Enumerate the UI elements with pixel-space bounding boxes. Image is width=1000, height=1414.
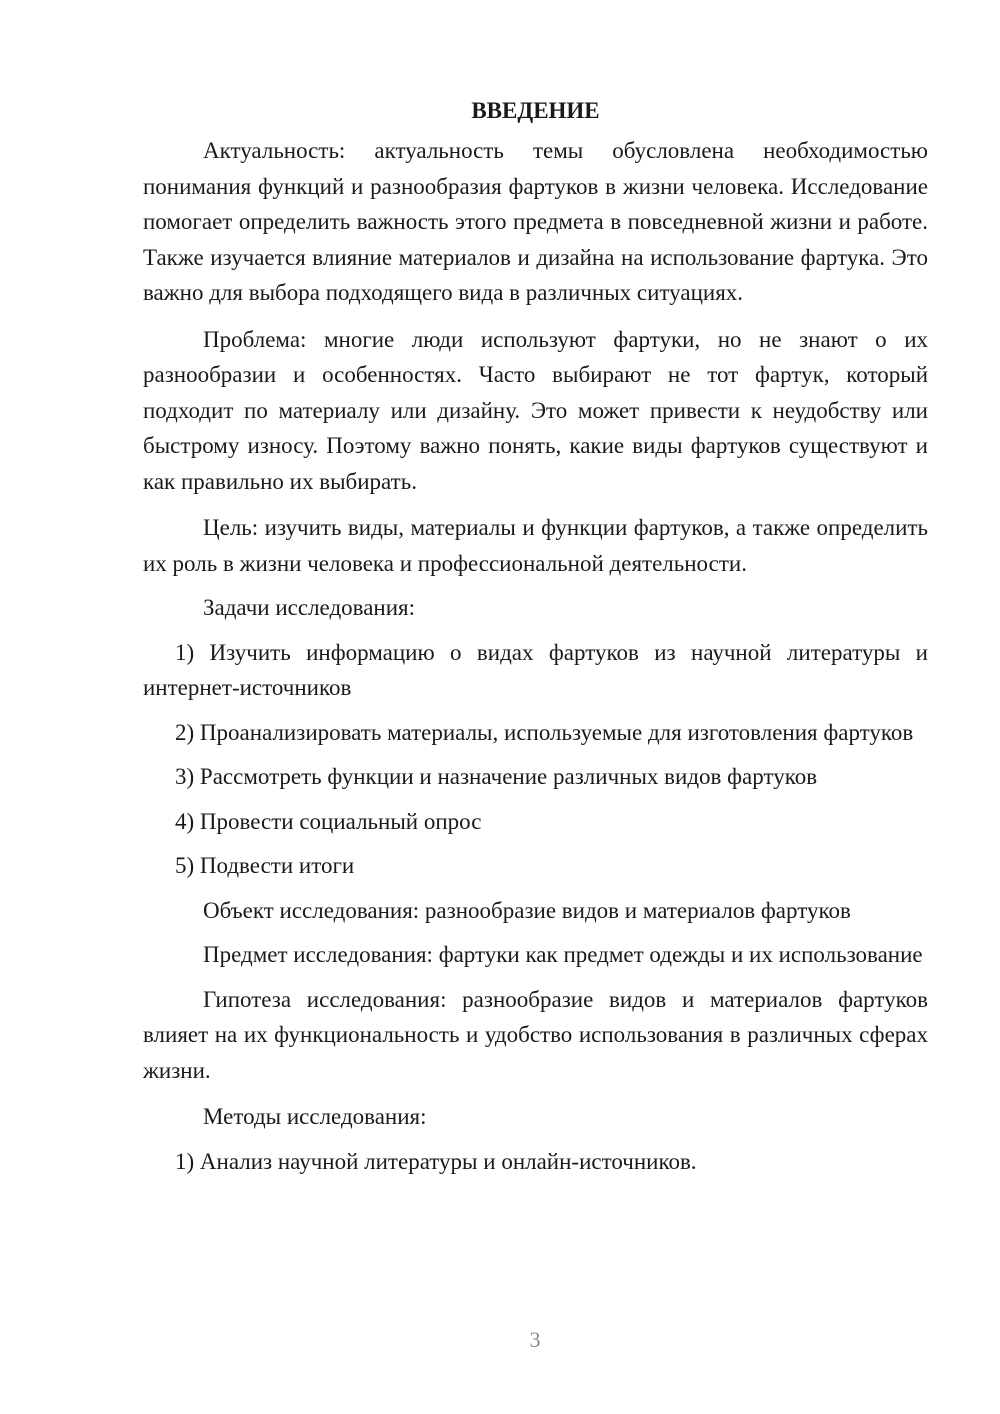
relevance-paragraph: Актуальность: актуальность темы обусловлена необходимостью понимания функций и разнообразия фартуков в жизни человека. Исследование помогает определить важность этого предмета в повседневной жизни и работе. Также изучается влияние материалов и дизайна на использование фартука. Это важно для выбора подходящего вида в различных ситуациях. <box>143 138 928 305</box>
goal-paragraph: Цель: изучить виды, материалы и функции фартуков, а также определить их роль в жизни человека и профессиональной деятельности. <box>143 515 928 576</box>
task-item: 2) Проанализировать материалы, используемые для изготовления фартуков <box>175 719 914 745</box>
task-item: 4) Провести социальный опрос <box>175 808 482 834</box>
section-heading: ВВЕДЕНИЕ <box>471 98 600 123</box>
subject-paragraph: Предмет исследования: фартуки как предмет одежды и их использование <box>203 942 923 967</box>
object-paragraph: Объект исследования: разнообразие видов и материалов фартуков <box>203 897 851 923</box>
hypothesis-paragraph: Гипотеза исследования: разнообразие видов и материалов фартуков влияет на их функциональность и удобство использования в различных сферах жизни. <box>143 986 928 1083</box>
tasks-title: Задачи исследования: <box>203 595 416 620</box>
task-item: 3) Рассмотреть функции и назначение различных видов фартуков <box>175 764 818 789</box>
problem-paragraph: Проблема: многие люди используют фартуки, но не знают о их разнообразии и особенностях. Часто выбирают не тот фартук, который подходит по материалу или дизайну. Это может привести к неудобству или быстрому износу. Поэтому важно понять, какие виды фартуков существуют и как правильно их выбирать. <box>143 326 928 494</box>
task-item: 5) Подвести итоги <box>175 853 355 878</box>
document-page <box>143 93 928 1179</box>
task-item: 1) Изучить информацию о видах фартуков из научной литературы и интернет-источников <box>143 639 928 700</box>
page-number: 3 <box>529 1327 541 1352</box>
method-item: 1) Анализ научной литературы и онлайн-источников. <box>175 1148 697 1174</box>
methods-title: Методы исследования: <box>203 1104 427 1129</box>
